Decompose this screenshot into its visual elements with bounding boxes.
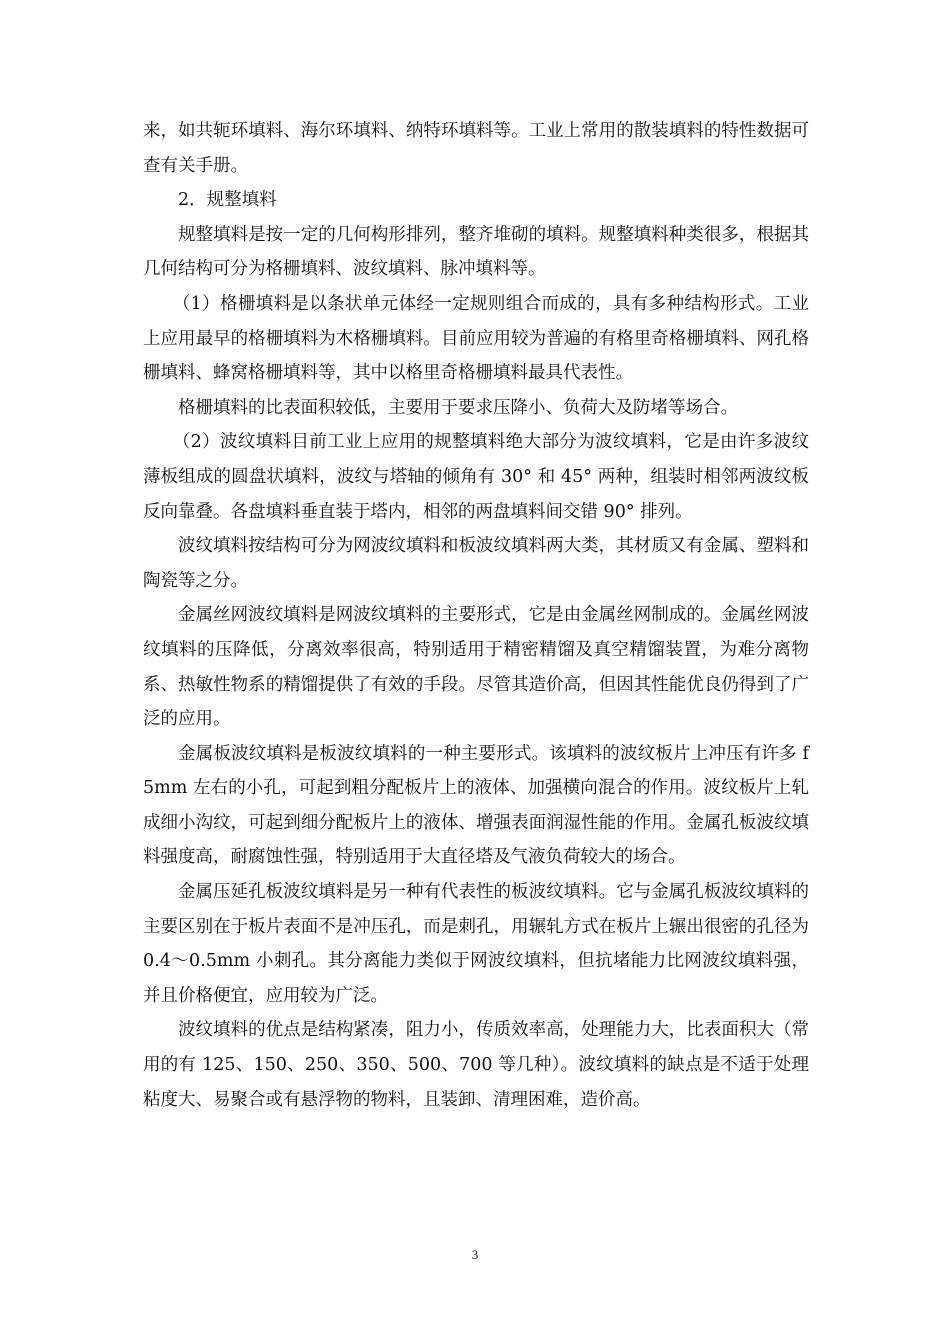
paragraph-grid-packing: （1）格栅填料是以条状单元体经一定规则组合而成的，具有多种结构形式。工业上应用最早的格栅填料为木格栅填料。目前应用较为普遍的有格里奇格栅填料、网孔格栅填料、蜂窝格栅填料等，其中以格里奇格栅填料最具代表性。 (143, 293, 809, 384)
section-heading-structured-packing: 2．规整填料 (178, 190, 277, 211)
page-number: 3 (471, 1247, 479, 1262)
document-body (143, 114, 809, 1117)
paragraph-structured-packing-intro: 规整填料是按一定的几何构形排列，整齐堆砌的填料。规整填料种类很多，根据其几何结构可分为格栅填料、波纹填料、脉冲填料等。 (143, 224, 809, 280)
paragraph-corrugated-classification: 波纹填料按结构可分为网波纹填料和板波纹填料两大类，其材质又有金属、塑料和陶瓷等之分。 (143, 536, 809, 591)
paragraph-corrugated-packing: （2）波纹填料目前工业上应用的规整填料绝大部分为波纹填料，它是由许多波纹薄板组成的圆盘状填料，波纹与塔轴的倾角有 30° 和 45° 两种，组装时相邻两波纹板反向靠叠。各盘填料垂直装于塔内，相邻的两盘填料间交错 90° 排列。 (143, 432, 809, 522)
paragraph-wire-mesh-packing: 金属丝网波纹填料是网波纹填料的主要形式，它是由金属丝网制成的。金属丝网波纹填料的压降低，分离效率很高，特别适用于精密精馏及真空精馏装置，为难分离物系、热敏性物系的精馏提供了有效的手段。尽管其造价高，但因其性能优良仍得到了广泛的应用。 (143, 605, 809, 730)
paragraph-rolled-perforated-packing: 金属压延孔板波纹填料是另一种有代表性的板波纹填料。它与金属孔板波纹填料的主要区别在于板片表面不是冲压孔，而是刺孔，用辗轧方式在板片上辗出很密的孔径为 0.4～0.5mm 小刺孔。其分离能力类似于网波纹填料，但抗堵能力比网波纹填料强，并且价格便宜，应用较为广泛。 (143, 882, 809, 1006)
paragraph-metal-plate-packing: 金属板波纹填料是板波纹填料的一种主要形式。该填料的波纹板片上冲压有许多 f5mm 左右的小孔，可起到粗分配板片上的液体、加强横向混合的作用。波纹板片上轧成细小沟纹，可起到细分配板片上的液体、增强表面润湿性能的作用。金属孔板波纹填料强度高，耐腐蚀性强，特别适用于大直径塔及气液负荷较大的场合。 (143, 743, 809, 868)
paragraph-grid-packing-usage: 格栅填料的比表面积较低，主要用于要求压降小、负荷大及防堵等场合。 (178, 397, 738, 418)
paragraph-corrugated-pros-cons: 波纹填料的优点是结构紧凑，阻力小，传质效率高，处理能力大，比表面积大（常用的有 125、150、250、350、500、700 等几种）。波纹填料的缺点是不适于处理粘度大、易聚合或有悬浮物的物料，且装卸、清理困难，造价高。 (143, 1020, 809, 1110)
paragraph-continuation: 来，如共轭环填料、海尔环填料、纳特环填料等。工业上常用的散装填料的特性数据可查有关手册。 (143, 121, 809, 176)
